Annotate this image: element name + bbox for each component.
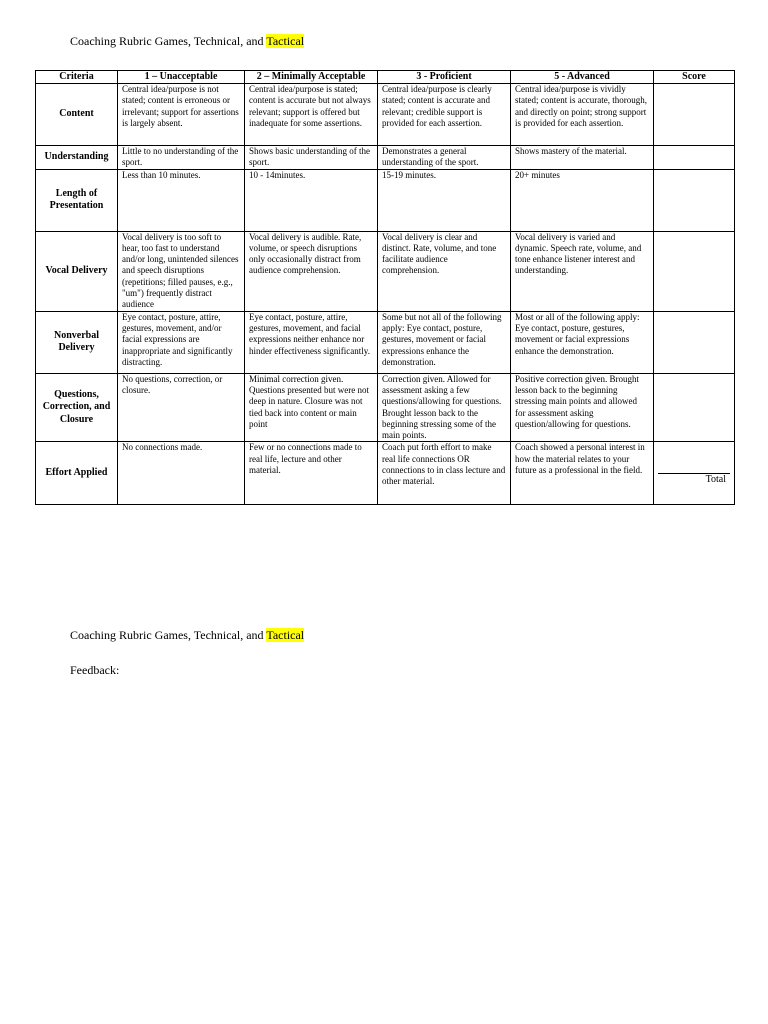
score-cell-effort xyxy=(654,442,735,505)
title-highlight: Tactical xyxy=(266,628,305,642)
cell-questions-5: Positive correction given. Brought lesson back to the beginning stressing main points and allowed for assessment asking question/allowing for questions. xyxy=(511,373,654,442)
title-highlight: Tactical xyxy=(266,34,305,48)
title-prefix: Coaching Rubric Games, Technical, and xyxy=(70,628,267,642)
cell-understanding-3: Demonstrates a general understanding of the sport. xyxy=(378,146,511,170)
rubric-table xyxy=(35,70,735,505)
cell-vocal-1: Vocal delivery is too soft to hear, too fast to understand and/or long, unintended silences and speech disruptions (repetitions; filled pauses, e.g., "um") frequently distract audience xyxy=(118,231,245,311)
cell-effort-3: Coach put forth effort to make real life connections OR connections to in class lecture and other material. xyxy=(378,442,511,505)
criteria-length: Length of Presentation xyxy=(36,169,118,231)
criteria-understanding: Understanding xyxy=(36,146,118,170)
cell-questions-1: No questions, correction, or closure. xyxy=(118,373,245,442)
cell-content-1: Central idea/purpose is not stated; content is erroneous or irrelevant; support for assertions is largely absent. xyxy=(118,84,245,146)
page-title-repeat xyxy=(70,628,304,643)
cell-vocal-2: Vocal delivery is audible. Rate, volume, or speech disruptions only occasionally distract from audience comprehension. xyxy=(245,231,378,311)
cell-nonverbal-5: Most or all of the following apply: Eye contact, posture, gestures, movement or facial expressions enhance the demonstration. xyxy=(511,311,654,373)
table-row xyxy=(36,373,735,442)
cell-length-5: 20+ minutes xyxy=(511,169,654,231)
header-advanced: 5 - Advanced xyxy=(511,71,654,84)
cell-nonverbal-2: Eye contact, posture, attire, gestures, movement, and facial expressions neither enhance nor hinder effectiveness significantly. xyxy=(245,311,378,373)
criteria-questions-correction-closure: Questions, Correction, and Closure xyxy=(36,373,118,442)
header-unacceptable: 1 – Unacceptable xyxy=(118,71,245,84)
page-title xyxy=(70,34,304,49)
cell-effort-1: No connections made. xyxy=(118,442,245,505)
cell-understanding-2: Shows basic understanding of the sport. xyxy=(245,146,378,170)
criteria-vocal-delivery: Vocal Delivery xyxy=(36,231,118,311)
criteria-content: Content xyxy=(36,84,118,146)
total-label: Total xyxy=(705,474,726,486)
table-row xyxy=(36,231,735,311)
table-row xyxy=(36,311,735,373)
cell-length-1: Less than 10 minutes. xyxy=(118,169,245,231)
score-cell-content[interactable] xyxy=(654,84,735,146)
table-row xyxy=(36,169,735,231)
score-cell-nonverbal[interactable] xyxy=(654,311,735,373)
header-row xyxy=(36,71,735,84)
table-row xyxy=(36,442,735,505)
score-input-effort[interactable] xyxy=(658,442,730,474)
cell-nonverbal-1: Eye contact, posture, attire, gestures, movement, and/or facial expressions are inappropriate and significantly distracting. xyxy=(118,311,245,373)
cell-understanding-5: Shows mastery of the material. xyxy=(511,146,654,170)
table-row xyxy=(36,146,735,170)
score-cell-vocal[interactable] xyxy=(654,231,735,311)
cell-vocal-5: Vocal delivery is varied and dynamic. Speech rate, volume, and tone enhance listener interest and understanding. xyxy=(511,231,654,311)
criteria-effort-applied: Effort Applied xyxy=(36,442,118,505)
cell-length-2: 10 - 14minutes. xyxy=(245,169,378,231)
score-cell-length[interactable] xyxy=(654,169,735,231)
cell-content-5: Central idea/purpose is vividly stated; content is accurate, thorough, and directly on point; strong support is provided for each assertion. xyxy=(511,84,654,146)
feedback-label: Feedback: xyxy=(70,663,120,677)
title-prefix: Coaching Rubric Games, Technical, and xyxy=(70,34,267,48)
header-criteria: Criteria xyxy=(36,71,118,84)
cell-nonverbal-3: Some but not all of the following apply: Eye contact, posture, gestures, movement or facial expressions enhance the demonstration. xyxy=(378,311,511,373)
cell-questions-3: Correction given. Allowed for assessment asking a few questions/allowing for questions. Brought lesson back to the beginning stressing some of the main points. xyxy=(378,373,511,442)
cell-effort-5: Coach showed a personal interest in how the material relates to your future as a professional in the field. xyxy=(511,442,654,505)
cell-content-2: Central idea/purpose is stated; content is accurate but not always relevant; support is offered but inadequate for some assertions. xyxy=(245,84,378,146)
header-minimally-acceptable: 2 – Minimally Acceptable xyxy=(245,71,378,84)
cell-content-3: Central idea/purpose is clearly stated; content is accurate and relevant; credible support is provided for each assertion. xyxy=(378,84,511,146)
cell-effort-2: Few or no connections made to real life, lecture and other material. xyxy=(245,442,378,505)
cell-questions-2: Minimal correction given. Questions presented but were not deep in nature. Closure was not tied back into content or main point xyxy=(245,373,378,442)
cell-length-3: 15-19 minutes. xyxy=(378,169,511,231)
score-cell-questions[interactable] xyxy=(654,373,735,442)
cell-understanding-1: Little to no understanding of the sport. xyxy=(118,146,245,170)
table-row xyxy=(36,84,735,146)
score-cell-understanding[interactable] xyxy=(654,146,735,170)
cell-vocal-3: Vocal delivery is clear and distinct. Rate, volume, and tone facilitate audience comprehension. xyxy=(378,231,511,311)
criteria-nonverbal-delivery: Nonverbal Delivery xyxy=(36,311,118,373)
header-score: Score xyxy=(654,71,735,84)
header-proficient: 3 - Proficient xyxy=(378,71,511,84)
